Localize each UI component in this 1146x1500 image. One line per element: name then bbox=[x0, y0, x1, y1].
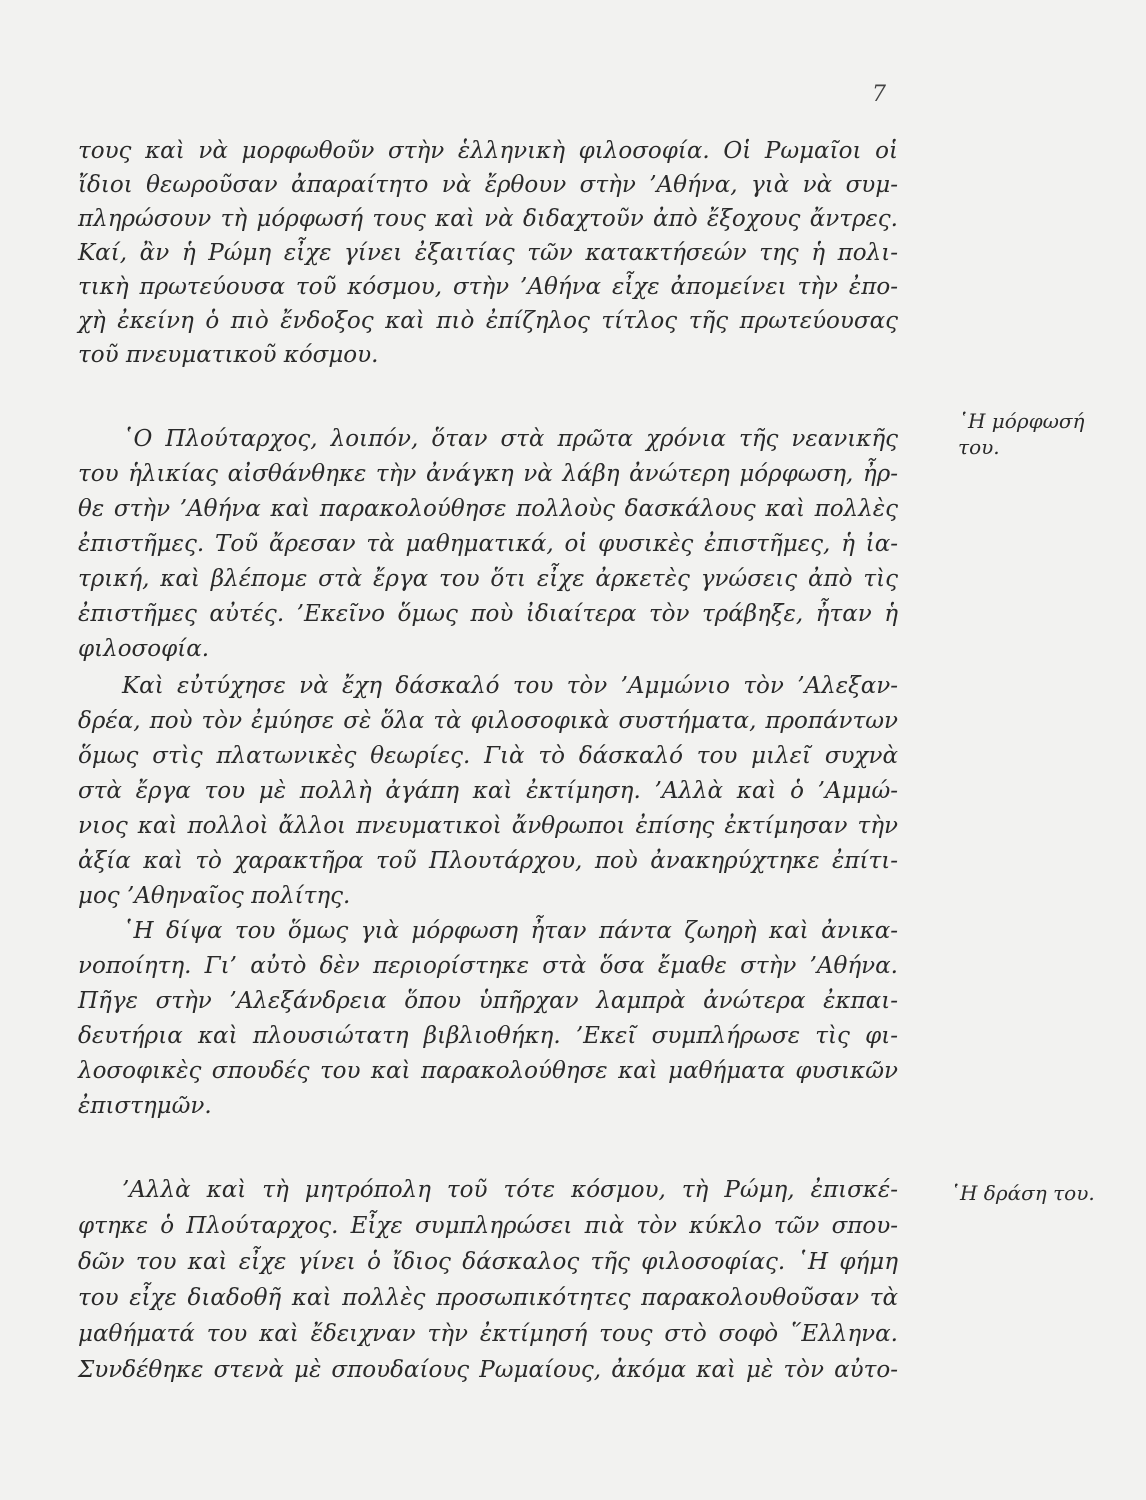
text-line: στὰ ἔργα του μὲ πολλὴ ἀγάπη καὶ ἐκτίμηση. ’Αλλὰ καὶ ὁ ’Αμμώ- bbox=[78, 778, 898, 804]
text-line: χὴ ἐκείνη ὁ πιὸ ἔνδοξος καὶ πιὸ ἐπίζηλος τίτλος τῆς πρωτεύουσας bbox=[78, 308, 898, 334]
text-line: μος ’Αθηναῖος πολίτης. bbox=[78, 883, 351, 909]
margin-note-line: ῾Η μόρφωσή bbox=[958, 409, 1085, 433]
text-line: τοῦ πνευματικοῦ κόσμου. bbox=[78, 342, 379, 368]
text-line: δῶν του καὶ εἶχε γίνει ὁ ἴδιος δάσκαλος τῆς φιλοσοφίας. ῾Η φήμη bbox=[78, 1249, 898, 1275]
text-line: μαθήματά του καὶ ἔδειχναν τὴν ἐκτίμησή τους στὸ σοφὸ ῞Ελληνα. bbox=[78, 1321, 898, 1347]
text-line: ῾Η δίψα του ὅμως γιὰ μόρφωση ἦταν πάντα ζωηρὴ καὶ ἀνικα- bbox=[122, 918, 898, 944]
text-line: ὅμως στὶς πλατωνικὲς θεωρίες. Γιὰ τὸ δάσκαλό του μιλεῖ συχνὰ bbox=[78, 743, 898, 769]
text-line: πληρώσουν τὴ μόρφωσή τους καὶ νὰ διδαχτοῦν ἀπὸ ἔξοχους ἄντρες. bbox=[78, 206, 898, 232]
text-line: τρική, καὶ βλέπομε στὰ ἔργα του ὅτι εἶχε ἀρκετὲς γνώσεις ἀπὸ τὶς bbox=[78, 566, 898, 592]
margin-note-line: ῾Η δράση του. bbox=[950, 1181, 1095, 1205]
text-line: νιος καὶ πολλοὶ ἄλλοι πνευματικοὶ ἄνθρωποι ἐπίσης ἐκτίμησαν τὴν bbox=[78, 813, 898, 839]
text-line: Πῆγε στὴν ’Αλεξάνδρεια ὅπου ὑπῆρχαν λαμπρὰ ἀνώτερα ἐκπαι- bbox=[78, 988, 898, 1014]
text-line: λοσοφικὲς σπουδές του καὶ παρακολούθησε καὶ μαθήματα φυσικῶν bbox=[78, 1058, 898, 1084]
text-line: του ἡλικίας αἰσθάνθηκε τὴν ἀνάγκη νὰ λάβη ἀνώτερη μόρφωση, ἦρ- bbox=[78, 461, 898, 487]
text-line: δευτήρια καὶ πλουσιώτατη βιβλιοθήκη. ’Εκεῖ συμπλήρωσε τὶς φι- bbox=[78, 1023, 898, 1049]
text-line: του εἶχε διαδοθῆ καὶ πολλὲς προσωπικότητες παρακολουθοῦσαν τὰ bbox=[78, 1285, 898, 1311]
text-line: Καί, ἂν ἡ Ρώμη εἶχε γίνει ἐξαιτίας τῶν κατακτήσεών της ἡ πολι- bbox=[78, 240, 898, 266]
text-line: ἴδιοι θεωροῦσαν ἀπαραίτητο νὰ ἔρθουν στὴν ’Αθήνα, γιὰ νὰ συμ- bbox=[78, 172, 898, 198]
text-line: φιλοσοφία. bbox=[78, 636, 210, 662]
text-line: νοποίητη. Γι’ αὐτὸ δὲν περιορίστηκε στὰ ὅσα ἔμαθε στὴν ’Αθήνα. bbox=[78, 953, 898, 979]
text-line: ἐπιστῆμες. Τοῦ ἄρεσαν τὰ μαθηματικά, οἱ φυσικὲς ἐπιστῆμες, ἡ ἰα- bbox=[78, 531, 898, 557]
text-line: ἀξία καὶ τὸ χαρακτῆρα τοῦ Πλουτάρχου, ποὺ ἀνακηρύχτηκε ἐπίτι- bbox=[78, 848, 898, 874]
text-line: φτηκε ὁ Πλούταρχος. Εἶχε συμπληρώσει πιὰ τὸν κύκλο τῶν σπου- bbox=[78, 1213, 898, 1239]
text-line: Συνδέθηκε στενὰ μὲ σπουδαίους Ρωμαίους, ἀκόμα καὶ μὲ τὸν αὐτο- bbox=[78, 1357, 898, 1383]
text-line: θε στὴν ’Αθήνα καὶ παρακολούθησε πολλοὺς δασκάλους καὶ πολλὲς bbox=[78, 496, 898, 522]
text-line: ’Αλλὰ καὶ τὴ μητρόπολη τοῦ τότε κόσμου, τὴ Ρώμη, ἐπισκέ- bbox=[122, 1177, 898, 1203]
text-line: ἐπιστῆμες αὐτές. ’Εκεῖνο ὅμως ποὺ ἰδιαίτερα τὸν τράβηξε, ἦταν ἡ bbox=[78, 601, 898, 627]
text-line: τους καὶ νὰ μορφωθοῦν στὴν ἑλληνικὴ φιλοσοφία. Οἱ Ρωμαῖοι οἱ bbox=[78, 138, 898, 164]
text-line: δρέα, ποὺ τὸν ἐμύησε σὲ ὅλα τὰ φιλοσοφικὰ συστήματα, προπάντων bbox=[78, 708, 898, 734]
margin-note bbox=[950, 1180, 1110, 1206]
margin-note-line: του. bbox=[958, 435, 1000, 459]
text-line: τικὴ πρωτεύουσα τοῦ κόσμου, στὴν ’Αθήνα εἶχε ἀπομείνει τὴν ἐπο- bbox=[78, 274, 898, 300]
page-number: 7 bbox=[872, 82, 886, 107]
text-line: Καὶ εὐτύχησε νὰ ἔχη δάσκαλό του τὸν ’Αμμώνιο τὸν ’Αλεξαν- bbox=[122, 673, 898, 699]
margin-note bbox=[958, 408, 1118, 460]
text-line: ῾Ο Πλούταρχος, λοιπόν, ὅταν στὰ πρῶτα χρόνια τῆς νεανικῆς bbox=[122, 426, 898, 452]
text-line: ἐπιστημῶν. bbox=[78, 1093, 212, 1119]
